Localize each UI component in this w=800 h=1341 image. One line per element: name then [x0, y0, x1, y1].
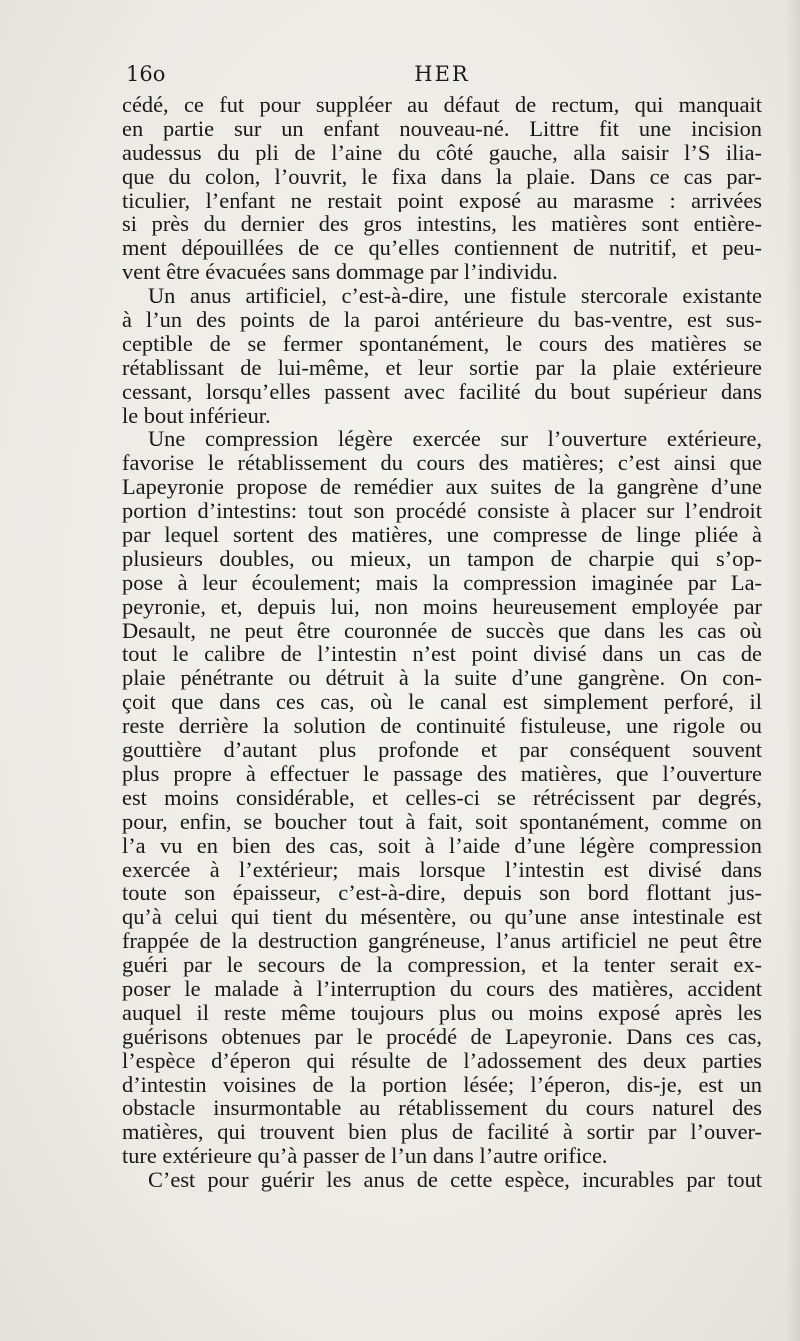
page-header — [122, 62, 762, 90]
text-line: Un anus artificiel, c’est-à-dire, une fistule stercorale existante — [148, 284, 762, 309]
paragraph — [122, 284, 762, 427]
text-line: ticulier, l’enfant ne restait point exposé au marasme : arrivées — [122, 188, 762, 213]
paragraph — [122, 427, 762, 1168]
text-line: guérisons obtenues par le procédé de Lapeyronie. Dans ces cas, — [122, 1024, 762, 1049]
text-line: poser le malade à l’interruption du cours des matières, accident — [122, 976, 762, 1001]
page-edge-shadow — [786, 0, 800, 1341]
text-line: portion d’intestins: tout son procédé consiste à placer sur l’endroit — [122, 499, 762, 524]
text-line: le bout inférieur. — [122, 403, 271, 428]
text-line: exercée à l’extérieur; mais lorsque l’intestin est divisé dans — [122, 857, 762, 882]
text-line: est moins considérable, et celles-ci se rétrécissent par degrés, — [122, 785, 762, 810]
text-line: matières, qui trouvent bien plus de facilité à sortir par l’ouver- — [122, 1120, 762, 1145]
text-line: Une compression légère exercée sur l’ouverture extérieure, — [148, 427, 762, 452]
text-line: que du colon, l’ouvrit, le fixa dans la plaie. Dans ce cas par- — [122, 164, 762, 189]
text-line: d’intestin voisines de la portion lésée; l’éperon, dis-je, est un — [122, 1072, 762, 1097]
text-line: ceptible de se fermer spontanément, le cours des matières se — [122, 331, 762, 356]
page-number: 16o — [126, 62, 166, 86]
text-line: obstacle insurmontable au rétablissement du cours naturel des — [122, 1096, 762, 1121]
text-line: pose à leur écoulement; mais la compression imaginée par La- — [122, 570, 762, 595]
text-line: reste derrière la solution de continuité fistuleuse, une rigole ou — [122, 714, 762, 739]
body-text — [122, 93, 762, 1192]
text-line: Lapeyronie propose de remédier aux suites de la gangrène d’une — [122, 475, 762, 500]
text-line: l’espèce d’éperon qui résulte de l’adossement des deux parties — [122, 1048, 762, 1073]
text-line: guéri par le secours de la compression, et la tenter serait ex- — [122, 953, 762, 977]
text-line: en partie sur un enfant nouveau-né. Littre fit une incision — [122, 116, 762, 141]
paragraph — [122, 93, 762, 284]
text-line: par lequel sortent des matières, une compresse de linge pliée à — [122, 523, 762, 547]
text-line: C’est pour guérir les anus de cette espèce, incurables par tout — [148, 1168, 762, 1192]
text-line: plus propre à effectuer le passage des matières, que l’ouverture — [122, 761, 762, 786]
text-line: si près du dernier des gros intestins, les matières sont entière- — [122, 212, 762, 237]
text-line: frappée de la destruction gangréneuse, l’anus artificiel ne peut être — [122, 929, 762, 954]
text-line: qu’à celui qui tient du mésentère, ou qu’une anse intestinale est — [122, 905, 762, 930]
text-line: gouttière d’autant plus profonde et par conséquent souvent — [122, 738, 762, 762]
text-line: l’a vu en bien des cas, soit à l’aide d’une légère compression — [122, 833, 762, 858]
text-line: favorise le rétablissement du cours des matières; c’est ainsi que — [122, 451, 762, 476]
running-head: HER — [414, 62, 470, 86]
text-line: tout le calibre de l’intestin n’est point divisé dans un cas de — [122, 642, 762, 667]
text-line: ture extérieure qu’à passer de l’un dans l’autre orifice. — [122, 1144, 608, 1169]
paragraph — [122, 1168, 762, 1192]
text-line: auquel il reste même toujours plus ou moins exposé après les — [122, 1000, 762, 1025]
text-line: à l’un des points de la paroi antérieure du bas-ventre, est sus- — [122, 308, 762, 332]
text-line: vent être évacuées sans dommage par l’individu. — [122, 260, 558, 285]
text-line: rétablissant de lui-même, et leur sortie par la plaie extérieure — [122, 355, 762, 380]
text-line: çoit que dans ces cas, où le canal est simplement perforé, il — [122, 690, 762, 715]
text-line: toute son épaisseur, c’est-à-dire, depuis son bord flottant jus- — [122, 881, 762, 906]
text-line: ment dépouillées de ce qu’elles contiennent de nutritif, et peu- — [122, 236, 762, 261]
text-line: audessus du pli de l’aine du côté gauche, alla saisir l’S ilia- — [122, 140, 762, 165]
text-line: peyronie, et, depuis lui, non moins heureusement employée par — [122, 594, 762, 619]
text-line: pour, enfin, se boucher tout à fait, soit spontanément, comme on — [122, 809, 762, 834]
text-line: cessant, lorsqu’elles passent avec facilité du bout supérieur dans — [122, 379, 762, 404]
text-line: plaie pénétrante ou détruit à la suite d’une gangrène. On con- — [122, 666, 762, 691]
text-line: cédé, ce fut pour suppléer au défaut de rectum, qui manquait — [122, 93, 762, 117]
text-line: Desault, ne peut être couronnée de succès que dans les cas où — [122, 618, 762, 643]
text-line: plusieurs doubles, ou mieux, un tampon de charpie qui s’op- — [122, 546, 762, 571]
